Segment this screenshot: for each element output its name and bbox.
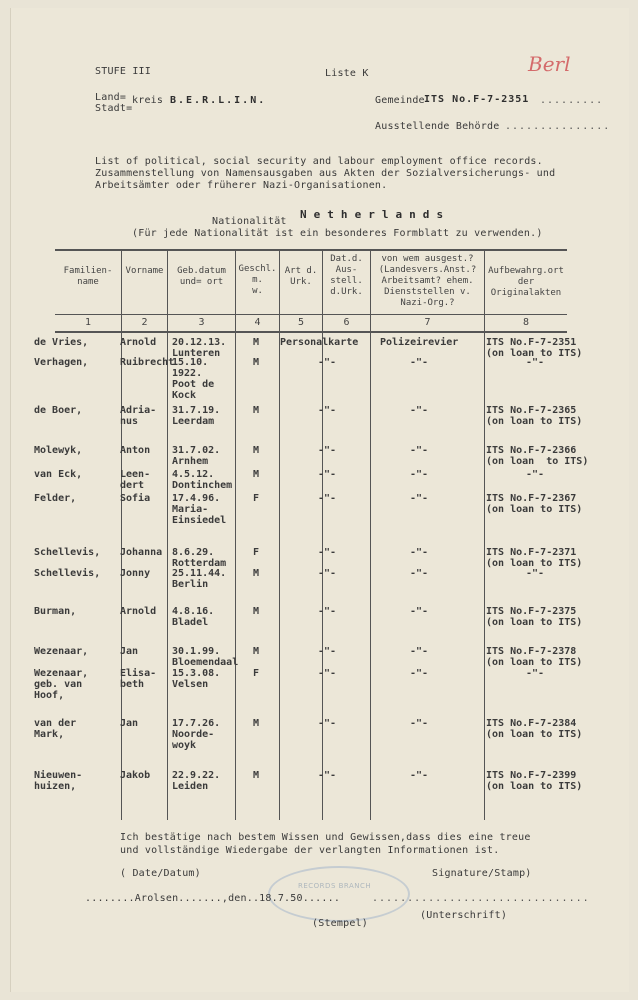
cell-name: de Boer,: [34, 405, 83, 416]
cell-name: Nieuwen- huizen,: [34, 770, 83, 792]
col-number-5: 5: [297, 317, 305, 328]
cell-art: -"-: [318, 469, 337, 480]
nationality-value: N e t h e r l a n d s: [300, 208, 444, 221]
unterschrift-label: (Unterschrift): [420, 910, 508, 921]
cell-place: -"-: [526, 469, 545, 480]
cell-birth: 31.7.02. Arnhem: [172, 445, 221, 467]
cell-birth: 22.9.22. Leiden: [172, 770, 221, 792]
col-number-6: 6: [343, 317, 350, 328]
cell-von: -"-: [410, 469, 429, 480]
cell-name: Wezenaar, geb. van Hoof,: [34, 668, 89, 701]
cell-sex: M: [253, 646, 260, 657]
cell-first: Elisa- beth: [120, 668, 157, 690]
cell-first: Jan: [120, 718, 139, 729]
cell-name: Felder,: [34, 493, 77, 504]
col-number-7: 7: [424, 317, 431, 328]
cell-von: -"-: [410, 445, 429, 456]
cell-art: -"-: [318, 770, 337, 781]
cell-von: -"-: [410, 568, 429, 579]
cell-name: Schellevis,: [34, 568, 101, 579]
cell-sex: M: [253, 337, 260, 348]
date-label: ( Date/Datum): [120, 868, 201, 879]
cell-place: ITS No.F-7-2371 (on loan to ITS): [486, 547, 583, 569]
cell-first: Leen- dert: [120, 469, 151, 491]
cell-von: -"-: [410, 718, 429, 729]
nationality-label: Nationalität: [212, 216, 287, 227]
red-handwritten-mark: Berl: [528, 52, 571, 76]
cell-birth: 15.10. 1922. Poot de Kock: [172, 357, 215, 401]
cell-art: Personalkarte: [280, 337, 359, 348]
cell-art: -"-: [318, 357, 337, 368]
cell-place: ITS No.F-7-2378 (on loan to ITS): [486, 646, 583, 668]
confirmation-line-2: und vollständige Wiedergabe der verlangten Informationen ist.: [120, 845, 500, 856]
cell-birth: 17.7.26. Noorde- woyk: [172, 718, 221, 751]
col-header-geburt: Geb.datum und= ort: [177, 266, 226, 287]
col-number-3: 3: [198, 317, 205, 328]
signature-line: ...............................: [372, 893, 590, 904]
cell-birth: 8.6.29. Rotterdam: [172, 547, 227, 569]
cell-first: Sofia: [120, 493, 151, 504]
signature-label: Signature/Stamp): [432, 868, 532, 879]
cell-name: Molewyk,: [34, 445, 83, 456]
cell-place: -"-: [526, 357, 545, 368]
gemeinde-value: ITS No.F-7-2351: [424, 94, 530, 105]
cell-sex: M: [253, 405, 260, 416]
land-stadt-label: Land= Stadt=: [95, 92, 133, 114]
col-header-aufbewahrung: Aufbewahrg.ort der Originalakten: [488, 266, 564, 298]
cell-sex: M: [253, 718, 260, 729]
cell-first: Adria- nus: [120, 405, 157, 427]
cell-birth: 31.7.19. Leerdam: [172, 405, 221, 427]
cell-first: Johanna: [120, 547, 163, 558]
cell-name: van Eck,: [34, 469, 83, 480]
behoerde-dots: ...............: [505, 121, 611, 132]
cell-birth: 15.3.08. Velsen: [172, 668, 221, 690]
cell-first: Jakob: [120, 770, 151, 781]
col-header-art: Art d. Urk.: [284, 266, 318, 287]
cell-birth: 30.1.99. Bloemendaal: [172, 646, 239, 668]
col-number-4: 4: [254, 317, 261, 328]
behoerde-label: Ausstellende Behörde: [375, 121, 500, 132]
cell-name: Verhagen,: [34, 357, 89, 368]
cell-art: -"-: [318, 718, 337, 729]
stempel-label: (Stempel): [312, 918, 368, 929]
cell-sex: F: [253, 547, 260, 558]
cell-von: -"-: [410, 770, 429, 781]
gemeinde-dots: .........: [540, 95, 604, 106]
cell-place: ITS No.F-7-2367 (on loan to ITS): [486, 493, 583, 515]
cell-sex: M: [253, 357, 260, 368]
cell-sex: M: [253, 469, 260, 480]
cell-first: Jan: [120, 646, 139, 657]
cell-name: Burman,: [34, 606, 77, 617]
cell-von: -"-: [410, 606, 429, 617]
cell-place: ITS No.F-7-2365 (on loan to ITS): [486, 405, 583, 427]
col-number-8: 8: [522, 317, 530, 328]
records-branch-stamp: RECORDS BRANCH: [268, 866, 410, 922]
cell-place: ITS No.F-7-2375 (on loan to ITS): [486, 606, 583, 628]
place-date-line: ........Arolsen.......,den..18.7.50......: [85, 893, 341, 904]
col-number-2: 2: [141, 317, 148, 328]
cell-place: ITS No.F-7-2366 (on loan to ITS): [486, 445, 589, 467]
intro-line-3: Arbeitsämter oder früherer Nazi-Organisationen.: [95, 180, 388, 191]
col-header-vorname: Vorname: [125, 266, 164, 276]
cell-place: -"-: [526, 568, 545, 579]
cell-birth: 4.8.16. Bladel: [172, 606, 215, 628]
cell-sex: M: [253, 606, 260, 617]
cell-sex: M: [253, 770, 260, 781]
cell-art: -"-: [318, 668, 337, 679]
cell-sex: F: [253, 668, 260, 679]
intro-line-1: List of political, social security and labour employment office records.: [95, 156, 543, 167]
cell-von: -"-: [410, 405, 429, 416]
cell-sex: M: [253, 445, 260, 456]
nationality-note: (Für jede Nationalität ist ein besonderes Formblatt zu verwenden.): [132, 228, 543, 239]
intro-line-2: Zusammenstellung von Namensausgaben aus Akten der Sozialversicherungs- und: [95, 168, 556, 179]
cell-von: -"-: [410, 493, 429, 504]
cell-place: ITS No.F-7-2384 (on loan to ITS): [486, 718, 583, 740]
cell-von: Polizeirevier: [380, 337, 459, 348]
cell-art: -"-: [318, 405, 337, 416]
cell-art: -"-: [318, 646, 337, 657]
cell-name: van der Mark,: [34, 718, 77, 740]
col-header-familienname: Familien- name: [63, 266, 113, 287]
cell-von: -"-: [410, 646, 429, 657]
cell-name: Schellevis,: [34, 547, 101, 558]
confirmation-line-1: Ich bestätige nach bestem Wissen und Gewissen,dass dies eine treue: [120, 832, 531, 843]
col-number-1: 1: [84, 317, 92, 328]
cell-first: Arnold: [120, 337, 157, 348]
cell-sex: F: [253, 493, 260, 504]
cell-art: -"-: [318, 547, 337, 558]
stufe-label: STUFE III: [95, 66, 151, 77]
cell-name: de Vries,: [34, 337, 89, 348]
cell-place: ITS No.F-7-2399 (on loan to ITS): [486, 770, 583, 792]
cell-birth: 4.5.12. Dontinchem: [172, 469, 233, 491]
cell-birth: 25.11.44. Berlin: [172, 568, 227, 590]
cell-von: -"-: [410, 357, 429, 368]
cell-von: -"-: [410, 547, 429, 558]
col-header-datum: Dat.d. Aus- stell. d.Urk.: [330, 254, 363, 297]
kreis-label: kreis: [132, 95, 164, 106]
cell-place: -"-: [526, 668, 545, 679]
gemeinde-label: Gemeinde: [375, 95, 425, 106]
col-header-geschlecht: Geschl. m. w.: [238, 264, 277, 296]
liste-label: Liste K: [325, 68, 369, 79]
cell-name: Wezenaar,: [34, 646, 89, 657]
cell-sex: M: [253, 568, 260, 579]
cell-place: ITS No.F-7-2351 (on loan to ITS): [486, 337, 583, 359]
kreis-value: B.E.R.L.I.N.: [170, 95, 267, 106]
col-header-von-wem: von wem ausgest.? (Landesvers.Anst.? Arbeitsamt? ehem. Dienststellen v. Nazi-Org.?: [378, 254, 477, 308]
cell-art: -"-: [318, 606, 337, 617]
cell-art: -"-: [318, 493, 337, 504]
cell-first: Anton: [120, 445, 151, 456]
cell-birth: 20.12.13. Lunteren: [172, 337, 227, 359]
cell-first: Arnold: [120, 606, 157, 617]
cell-first: Jonny: [120, 568, 151, 579]
cell-art: -"-: [318, 568, 337, 579]
cell-first: Ruibrecht: [120, 357, 175, 368]
cell-birth: 17.4.96. Maria- Einsiedel: [172, 493, 227, 526]
cell-von: -"-: [410, 668, 429, 679]
cell-art: -"-: [318, 445, 337, 456]
